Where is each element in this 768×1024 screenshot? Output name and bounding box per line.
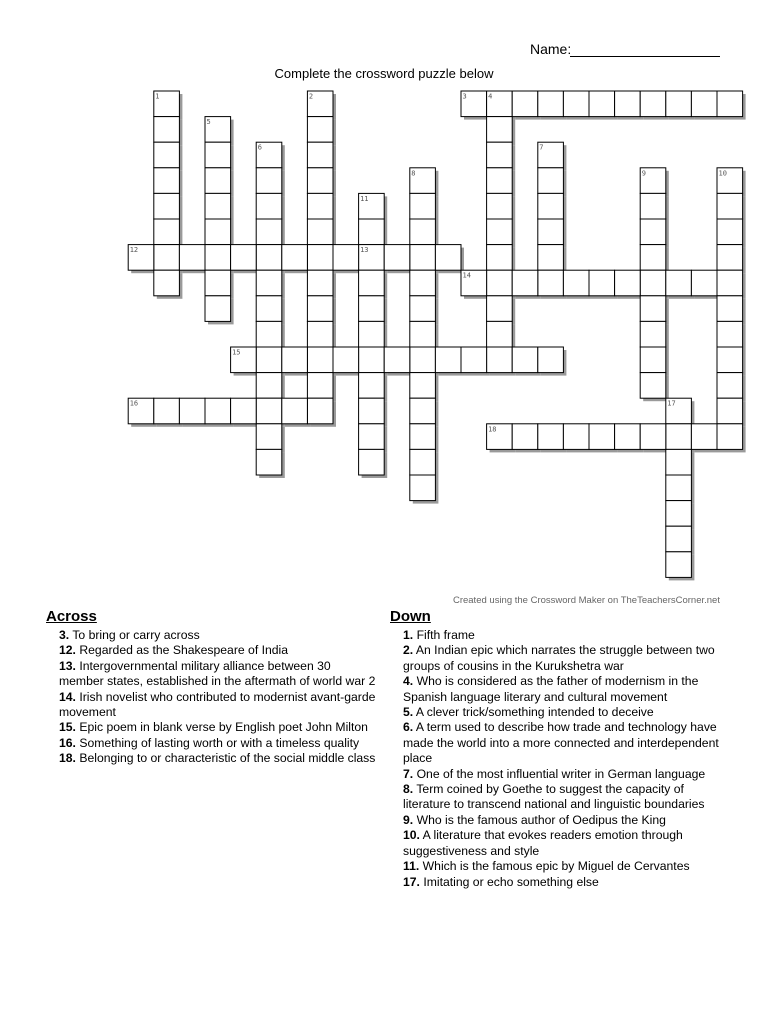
crossword-cell[interactable] [179,245,205,271]
clue-text: Epic poem in blank verse by English poet John Milton [79,720,368,735]
crossword-cell[interactable] [640,193,666,219]
crossword-cell[interactable] [410,193,436,219]
crossword-cell[interactable] [256,321,282,347]
crossword-cell[interactable] [359,449,385,475]
crossword-cell[interactable] [154,245,180,271]
crossword-cell[interactable] [256,296,282,322]
crossword-cell[interactable] [512,347,538,373]
crossword-cell[interactable] [410,347,436,373]
down-clue [390,782,730,813]
crossword-cell[interactable] [205,245,231,271]
crossword-cell[interactable] [640,347,666,373]
down-clue-list [390,628,730,890]
across-clue [46,643,376,658]
crossword-cell[interactable] [717,296,743,322]
crossword-cell[interactable] [154,270,180,296]
across-clue [46,628,376,643]
crossword-cell[interactable] [307,347,333,373]
crossword-cell[interactable] [307,373,333,399]
crossword-cell[interactable] [359,321,385,347]
clue-text: Belonging to or characteristic of the social middle class [79,751,376,766]
cell-number: 16 [129,399,139,408]
crossword-cell[interactable] [640,270,666,296]
across-clue [46,720,376,735]
clue-text: One of the most influential writer in German language [416,766,706,781]
crossword-cell[interactable] [615,91,641,117]
crossword-cell[interactable] [256,245,282,271]
crossword-cell[interactable] [640,321,666,347]
crossword-cell[interactable] [666,424,692,450]
crossword-cell[interactable] [717,193,743,219]
cell-number: 18 [488,425,497,434]
crossword-cell[interactable] [333,245,359,271]
cell-number: 5 [206,118,211,127]
crossword-cell[interactable] [640,219,666,245]
crossword-cell[interactable] [691,91,717,117]
crossword-cell[interactable] [154,117,180,143]
crossword-cell[interactable] [691,424,717,450]
clue-text: Term coined by Goethe to suggest the capacity of literature to transcend national and linguistic boundaries [403,782,705,812]
crossword-cell[interactable] [154,193,180,219]
crossword-cell[interactable] [487,142,513,168]
crossword-cell[interactable] [640,424,666,450]
crossword-cell[interactable] [435,347,461,373]
clue-number: 2. [403,643,414,658]
crossword-cell[interactable] [307,296,333,322]
clue-number: 6. [403,720,414,735]
down-clue [390,720,730,766]
crossword-cell[interactable] [615,270,641,296]
crossword-cell[interactable] [487,193,513,219]
crossword-cell[interactable] [333,347,359,373]
crossword-cell[interactable] [256,424,282,450]
crossword-cell[interactable] [640,296,666,322]
clue-number: 8. [403,782,414,797]
crossword-cell[interactable] [512,91,538,117]
cell-number: 15 [232,348,241,357]
down-clue [390,859,730,874]
crossword-cell[interactable] [307,142,333,168]
clue-number: 15. [59,720,76,735]
cell-number: 4 [488,92,493,101]
crossword-cell[interactable] [359,270,385,296]
crossword-cell[interactable] [717,270,743,296]
clue-text: Irish novelist who contributed to modernist avant-garde movement [59,689,376,720]
crossword-cell[interactable] [410,245,436,271]
crossword-cell[interactable] [666,475,692,501]
crossword-cell[interactable] [538,91,564,117]
crossword-cell[interactable] [512,424,538,450]
clue-number: 12. [59,643,76,658]
crossword-cell[interactable] [307,219,333,245]
crossword-cell[interactable] [307,270,333,296]
clue-number: 13. [59,658,76,673]
crossword-cell[interactable] [410,296,436,322]
down-clues [390,608,730,890]
crossword-cell[interactable] [205,296,231,322]
clue-number: 14. [59,689,76,704]
crossword-cell[interactable] [359,398,385,424]
crossword-cell[interactable] [563,270,589,296]
clue-number: 11. [403,859,420,874]
crossword-cell[interactable] [205,193,231,219]
crossword-cell[interactable] [359,347,385,373]
crossword-cell[interactable] [487,219,513,245]
down-clue [390,705,730,720]
clue-number: 7. [403,766,414,781]
crossword-cell[interactable] [487,296,513,322]
across-heading: Across [46,608,97,625]
crossword-cell[interactable] [717,398,743,424]
clue-number: 1. [403,628,414,642]
down-clue [390,674,730,705]
crossword-cell[interactable] [307,193,333,219]
down-heading: Down [390,608,431,625]
crossword-cell[interactable] [154,168,180,194]
crossword-cell[interactable] [487,321,513,347]
across-clue [46,659,376,690]
crossword-cell[interactable] [487,347,513,373]
crossword-cell[interactable] [615,424,641,450]
clue-number: 16. [59,735,76,750]
crossword-cell[interactable] [563,91,589,117]
crossword-cell[interactable] [256,373,282,399]
crossword-cell[interactable] [640,373,666,399]
clue-number: 3. [59,628,70,642]
crossword-cell[interactable] [666,270,692,296]
crossword-cell[interactable] [717,219,743,245]
crossword-cell[interactable] [563,424,589,450]
crossword-cell[interactable] [717,321,743,347]
cell-number: 8 [411,169,416,178]
credit-line: Created using the Crossword Maker on TheTeachersCorner.net [452,595,720,606]
crossword-cell[interactable] [487,270,513,296]
cell-number: 11 [360,194,369,203]
clue-text: Regarded as the Shakespeare of India [79,643,289,658]
crossword-cell[interactable] [256,398,282,424]
crossword-cell[interactable] [461,347,487,373]
crossword-cell[interactable] [231,245,257,271]
clue-text: Who is considered as the father of modernism in the Spanish language literary and cultural movement [403,674,699,704]
crossword-cell[interactable] [205,270,231,296]
clue-text: Which is the famous epic by Miguel de Cervantes [422,859,690,874]
crossword-cell[interactable] [231,398,257,424]
crossword-cell[interactable] [410,219,436,245]
across-clue [46,751,376,766]
crossword-cell[interactable] [717,424,743,450]
crossword-cell[interactable] [179,398,205,424]
crossword-cell[interactable] [307,117,333,143]
instructions: Complete the crossword puzzle below [274,66,494,81]
clue-text: A literature that evokes readers emotion through suggestiveness and style [403,828,683,858]
crossword-cell[interactable] [410,373,436,399]
crossword-cell[interactable] [538,270,564,296]
crossword-cell[interactable] [538,245,564,271]
crossword-cell[interactable] [691,270,717,296]
crossword-cell[interactable] [717,91,743,117]
clue-text: Intergovernmental military alliance between 30 member states, established in the aftermath of world war 2 [59,658,376,689]
cell-number: 7 [539,143,544,152]
clue-text: Imitating or echo something else [423,874,599,889]
down-clue [390,813,730,828]
crossword-cell[interactable] [717,373,743,399]
across-clues [46,608,376,767]
crossword-cell[interactable] [640,245,666,271]
crossword-cell[interactable] [205,398,231,424]
crossword-cell[interactable] [538,219,564,245]
crossword-cell[interactable] [256,219,282,245]
crossword-cell[interactable] [359,424,385,450]
across-clue-list [46,628,376,767]
crossword-cell[interactable] [410,270,436,296]
cell-number: 13 [360,246,369,255]
crossword-cell[interactable] [589,424,615,450]
crossword-cell[interactable] [410,424,436,450]
clue-text: Fifth frame [416,628,475,642]
crossword-cell[interactable] [384,347,410,373]
crossword-cell[interactable] [205,142,231,168]
crossword-cell[interactable] [307,168,333,194]
crossword-cell[interactable] [538,193,564,219]
crossword-cell[interactable] [666,526,692,552]
clue-text: An Indian epic which narrates the struggle between two groups of cousins in the Kurukshetra war [403,643,715,673]
crossword-cell[interactable] [435,245,461,271]
crossword-cell[interactable] [666,501,692,527]
crossword-cell[interactable] [154,219,180,245]
crossword-cell[interactable] [154,142,180,168]
crossword-cell[interactable] [205,168,231,194]
crossword-cell[interactable] [307,398,333,424]
cell-number: 1 [155,92,160,101]
crossword-cell[interactable] [410,321,436,347]
crossword-cell[interactable] [538,168,564,194]
crossword-cell[interactable] [410,398,436,424]
crossword-cell[interactable] [538,424,564,450]
crossword-cell[interactable] [589,91,615,117]
crossword-cell[interactable] [384,245,410,271]
down-clue [390,628,730,643]
down-clue [390,828,730,859]
cell-number: 17 [667,399,676,408]
across-clue [46,736,376,751]
crossword-cell[interactable] [282,245,308,271]
crossword-cell[interactable] [256,193,282,219]
crossword-cell[interactable] [154,398,180,424]
clue-number: 18. [59,751,76,766]
clue-number: 4. [403,674,414,689]
crossword-cell[interactable] [640,91,666,117]
crossword-cell[interactable] [282,398,308,424]
crossword-cell[interactable] [359,296,385,322]
crossword-cell[interactable] [307,245,333,271]
crossword-cell[interactable] [256,270,282,296]
crossword-cell[interactable] [717,347,743,373]
clue-text: Who is the famous author of Oedipus the King [416,812,666,827]
crossword-cell[interactable] [359,219,385,245]
clue-number: 9. [403,812,414,827]
crossword-cell[interactable] [256,347,282,373]
crossword-cell[interactable] [717,245,743,271]
crossword-cell[interactable] [256,168,282,194]
crossword-cell[interactable] [666,449,692,475]
crossword-cell[interactable] [589,270,615,296]
cell-number: 9 [641,169,646,178]
cell-number: 14 [462,271,471,280]
crossword-cell[interactable] [410,449,436,475]
crossword-cell[interactable] [282,347,308,373]
crossword-cell[interactable] [359,373,385,399]
crossword-cell[interactable] [410,475,436,501]
clue-text: To bring or carry across [72,628,200,642]
crossword-cell[interactable] [487,168,513,194]
clue-text: A term used to describe how trade and technology have made the world into a more connected and interdependent place [403,720,719,766]
clue-number: 10. [403,828,420,843]
clue-text: Something of lasting worth or with a timeless quality [79,735,360,750]
down-clue [390,643,730,674]
crossword-cell[interactable] [487,245,513,271]
name-label: Name: [530,41,572,57]
clue-number: 17. [403,874,420,889]
cell-number: 10 [718,169,727,178]
crossword-cell[interactable] [666,552,692,578]
cell-number: 2 [308,92,314,101]
cell-number: 6 [257,143,262,152]
crossword-cell[interactable] [538,347,564,373]
clue-number: 5. [403,705,414,720]
crossword-cell[interactable] [307,321,333,347]
cell-number: 3 [462,92,467,101]
crossword-cell[interactable] [205,219,231,245]
crossword-cell[interactable] [256,449,282,475]
across-clue [46,690,376,721]
cell-number: 12 [129,246,139,255]
crossword-cell[interactable] [666,91,692,117]
down-clue [390,767,730,782]
crossword-cell[interactable] [487,117,513,143]
down-clue [390,875,730,890]
clue-text: A clever trick/something intended to deceive [415,705,654,720]
crossword-cell[interactable] [512,270,538,296]
